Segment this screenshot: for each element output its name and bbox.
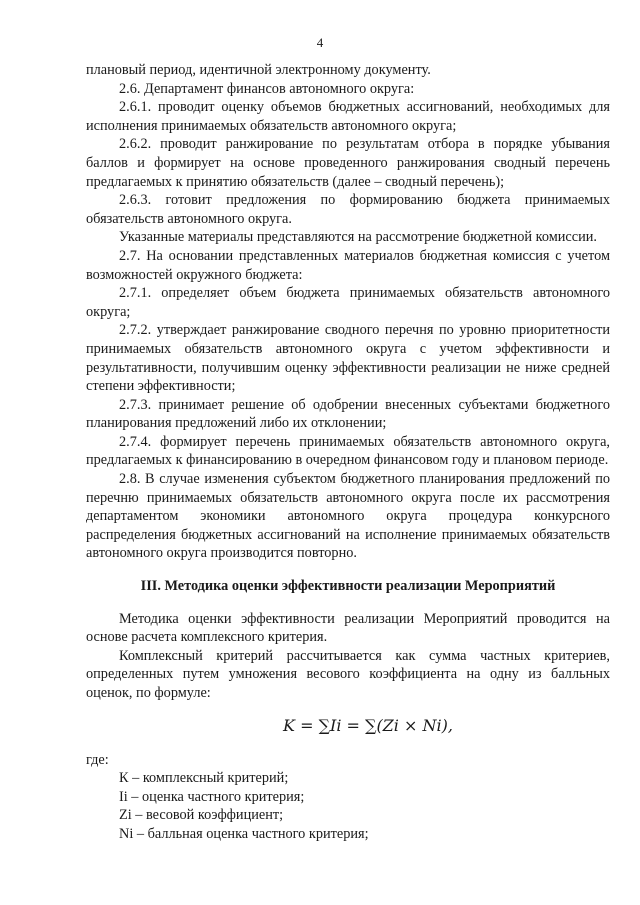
document-body [86,61,610,844]
definition-item: К – комплексный критерий; [119,770,289,787]
paragraph: 2.7.4. формирует перечень принимаемых обязательств автономного округа, предлагаемых к финансированию в очередном финансовом году и плановом периоде. [86,433,610,469]
paragraph: 2.7.2. утверждает ранжирование сводного перечня по уровню приоритетности принимаемых обязательств автономного округа с учетом эффективности и результативности, получившим оценку эффективности реализации не ниже средней степени эффективности; [86,322,610,395]
paragraph: 2.6.3. готовит предложения по формированию бюджета принимаемых обязательств автономного округа. [86,192,610,227]
paragraph: 2.7. На основании представленных материалов бюджетная комиссия с учетом возможностей окружного бюджета: [86,247,610,283]
paragraph: 2.7.3. принимает решение об одобрении внесенных субъектами бюджетного планирования предложений либо их отклонении; [86,396,610,432]
paragraph: 2.6. Департамент финансов автономного округа: [119,80,415,97]
paragraph: Методика оценки эффективности реализации Мероприятий проводится на основе расчета комплексного критерия. [86,610,610,646]
paragraph: 2.7.1. определяет объем бюджета принимаемых обязательств автономного округа; [86,285,610,320]
formula: K = ∑Ii = ∑(Zi × Ni), [283,715,453,735]
definition-item: Zi – весовой коэффициент; [119,807,284,824]
paragraph: Указанные материалы представляются на рассмотрение бюджетной комиссии. [119,229,597,246]
paragraphs-section [86,610,610,703]
paragraph: Комплексный критерий рассчитывается как сумма частных критериев, определенных путем умножения весового коэффициента на одну из балльных оценок, по формуле: [86,647,610,701]
definitions-list [86,769,610,843]
definition-item: Ii – оценка частного критерия; [119,788,305,805]
where-label: где: [86,751,109,768]
definition-item: Ni – балльная оценка частного критерия; [119,825,369,842]
paragraph: 2.8. В случае изменения субъектом бюджетного планирования предложений по перечню принимаемых обязательств автономного округа после их рассмотрения департаментом экономики автономного округа процедура конкурсного распределения бюджетных ассигнований на исполнение принимаемых обязательств автономного округа производится повторно. [86,471,610,562]
page-number: 4 [316,35,324,50]
paragraph: плановый период, идентичной электронному документу. [86,62,431,78]
paragraphs-top [86,61,610,563]
section-heading: III. Методика оценки эффективности реализации Мероприятий [140,578,556,595]
paragraph: 2.6.1. проводит оценку объемов бюджетных ассигнований, необходимых для исполнения принимаемых обязательств автономного округа; [86,99,610,134]
paragraph: 2.6.2. проводит ранжирование по результатам отбора в порядке убывания баллов и формирует на основе проведенного ранжирования сводный перечень предлагаемых к принятию обязательств (далее – сводный перечень); [86,136,610,190]
